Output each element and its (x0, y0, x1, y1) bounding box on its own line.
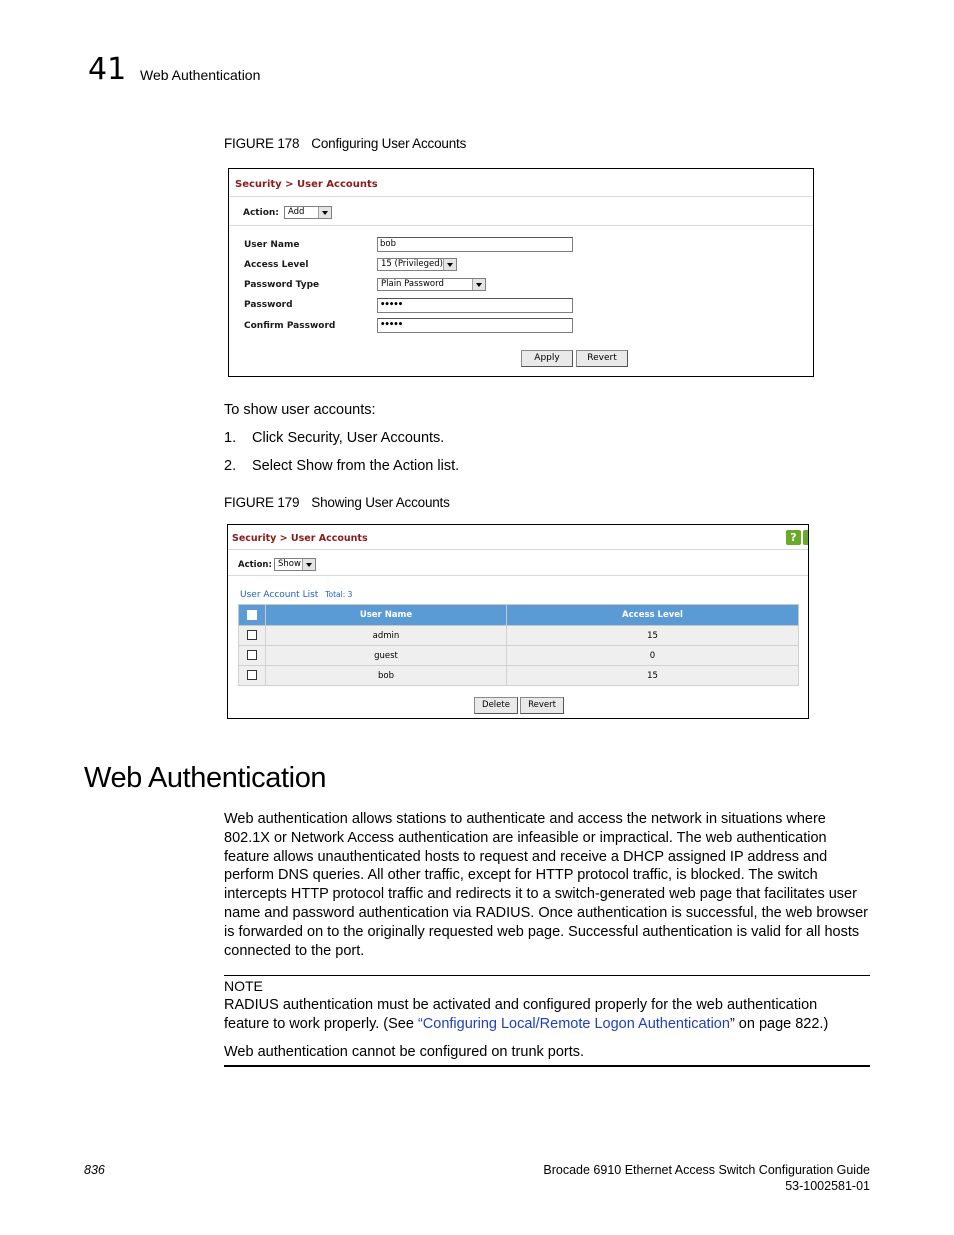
breadcrumb: Security > User Accounts (232, 533, 368, 544)
figure-label: FIGURE 178 (224, 136, 300, 151)
row-checkbox[interactable] (247, 650, 257, 660)
cell-user-name: admin (266, 626, 507, 646)
row-checkbox[interactable] (247, 670, 257, 680)
access-level-select[interactable] (377, 258, 457, 271)
cell-user-name: bob (266, 666, 507, 686)
cell-access-level: 15 (507, 626, 799, 646)
field-label-user-name: User Name (244, 240, 300, 250)
password-input[interactable]: ••••• (377, 298, 573, 313)
access-level-value: 15 (Privileged) (381, 259, 443, 269)
note-title: NOTE (224, 978, 263, 994)
row-select-cell (239, 626, 266, 646)
step-1 (224, 429, 444, 448)
row-select-cell (239, 666, 266, 686)
select-all-cell (239, 605, 266, 626)
field-label-password-type: Password Type (244, 280, 320, 290)
list-title (240, 590, 352, 600)
chapter-number: 41 (88, 52, 127, 87)
delete-button[interactable]: Delete (474, 697, 518, 714)
help-icon[interactable]: ? (786, 530, 801, 545)
field-label-password: Password (244, 300, 293, 310)
figure-178-screenshot (228, 168, 814, 377)
table-row (239, 646, 799, 666)
field-label-access-level: Access Level (244, 260, 309, 270)
table-row (239, 626, 799, 646)
step-2 (224, 457, 459, 476)
note-bottom-rule (224, 1065, 870, 1067)
action-label: Action: (243, 208, 279, 218)
confirm-password-input[interactable]: ••••• (377, 318, 573, 333)
field-label-confirm-password: Confirm Password (244, 321, 336, 331)
book-title: Brocade 6910 Ethernet Access Switch Configuration Guide (543, 1163, 870, 1177)
figure-179-caption (224, 494, 450, 512)
chevron-down-icon (302, 559, 315, 570)
action-select[interactable] (274, 558, 316, 571)
note-second-line: Web authentication cannot be configured on trunk ports. (224, 1044, 585, 1060)
figure-label: FIGURE 179 (224, 495, 300, 510)
chevron-down-icon (443, 259, 456, 270)
action-label: Action: (238, 560, 272, 570)
apply-button[interactable]: Apply (521, 350, 573, 367)
divider (228, 575, 808, 576)
revert-button[interactable]: Revert (520, 697, 564, 714)
list-total: Total: 3 (325, 590, 353, 599)
password-type-select[interactable] (377, 278, 486, 291)
cross-reference-link[interactable]: “Configuring Local/Remote Logon Authentication (417, 1015, 730, 1032)
step-number: 2. (224, 458, 237, 474)
row-checkbox[interactable] (247, 630, 257, 640)
section-paragraph: Web authentication allows stations to authenticate and access the network in situations where 802.1X or Network Access authentication are infeasible or impractical. The web authentication feature allows unauthenticated hosts to request and receive a DHCP assigned IP address and perform DNS queries. All other traffic, except for HTTP protocol traffic, is blocked. The switch intercepts HTTP protocol traffic and redirects it to a switch-generated web page that facilitates user name and password authentication via RADIUS. Once authentication is successful, the web browser is forwarded on to the originally requested web page. Successful authentication is valid for all hosts connected to the port. (224, 811, 868, 959)
note-text (224, 996, 864, 1034)
divider (229, 196, 813, 197)
column-header-user-name: User Name (266, 605, 507, 626)
steps-intro: To show user accounts: (224, 402, 376, 418)
column-header-access-level: Access Level (507, 605, 799, 626)
note-text-start: RADIUS authentication must be activated and configured properly for the web authentication feature to work properly. (See (224, 997, 818, 1032)
password-type-value: Plain Password (381, 279, 444, 289)
step-text: Select Show from the Action list. (252, 458, 460, 474)
divider (229, 225, 813, 226)
secondary-help-icon[interactable] (803, 530, 808, 545)
chevron-down-icon (318, 207, 331, 218)
list-title-text: User Account List (240, 590, 319, 600)
note-top-rule (224, 975, 870, 976)
table-row (239, 666, 799, 686)
step-number: 1. (224, 430, 237, 446)
user-name-input[interactable]: bob (377, 237, 573, 252)
action-select[interactable] (284, 206, 332, 219)
note-text-end: ” on page 822.) (729, 1015, 829, 1032)
breadcrumb: Security > User Accounts (235, 179, 378, 190)
action-select-value: Show (278, 559, 301, 569)
doc-number: 53-1002581-01 (785, 1179, 870, 1193)
step-text: Click Security, User Accounts. (252, 430, 445, 446)
figure-title: Configuring User Accounts (311, 136, 467, 151)
revert-button[interactable]: Revert (576, 350, 628, 367)
figure-179-screenshot (227, 524, 809, 719)
user-account-table (238, 604, 799, 686)
section-heading: Web Authentication (84, 762, 327, 794)
cell-access-level: 0 (507, 646, 799, 666)
row-select-cell (239, 646, 266, 666)
action-select-value: Add (288, 207, 305, 217)
select-all-checkbox[interactable] (247, 610, 257, 620)
chevron-down-icon (472, 279, 485, 290)
figure-title: Showing User Accounts (311, 495, 450, 510)
divider (228, 549, 808, 550)
chapter-title: Web Authentication (140, 67, 261, 83)
figure-178-caption (224, 135, 466, 153)
page-number: 836 (84, 1163, 105, 1177)
cell-user-name: guest (266, 646, 507, 666)
cell-access-level: 15 (507, 666, 799, 686)
table-header-row (239, 605, 799, 626)
